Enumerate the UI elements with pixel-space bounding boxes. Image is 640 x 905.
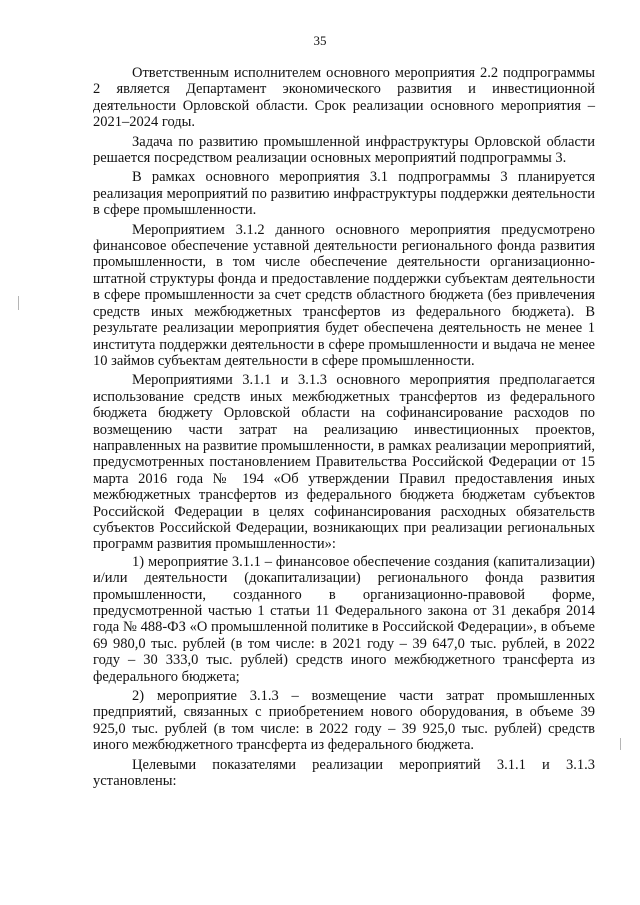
scan-margin-mark [18,296,19,310]
page-number: 35 [313,33,327,48]
paragraph: Мероприятиями 3.1.1 и 3.1.3 основного мероприятия предполагается использование средств иных межбюджетных трансфертов из федерального бюджета бюджету Орловской области на софинансирование расходов по возмещению части затрат на реализацию инвестиционных проектов, направленных на развитие промышленности, в рамках реализации мероприятий, предусмотренных постановлением Правительства Российской Федерации от 15 марта 2016 года № 194 «Об утверждении Правил предоставления иных межбюджетных трансфертов из федерального бюджета бюджетам субъектов Российской Федерации в целях софинансирования расходных обязательств субъектов Российской Федерации, возникающих при реализации региональных программ развития промышленности»: [93,372,595,553]
document-body [93,65,595,790]
paragraph: Задача по развитию промышленной инфраструктуры Орловской области решается посредством реализации основных мероприятий подпрограммы 3. [93,133,595,167]
scan-margin-mark [620,738,621,750]
paragraph: В рамках основного мероприятия 3.1 подпрограммы 3 планируется реализация мероприятий по развитию инфраструктуры поддержки деятельности в сфере промышленности. [93,169,595,219]
list-item: 1) мероприятие 3.1.1 – финансовое обеспечение создания (капитализации) и/или деятельности (докапитализации) регионального фонда развития промышленности, созданного в организационно-правовой форме, предусмотренной частью 1 статьи 11 Федерального закона от 31 декабря 2014 года № 488-ФЗ «О промышленной политике в Российской Федерации», в объеме 69 980,0 тыс. рублей (в том числе: в 2021 году – 39 647,0 тыс. рублей, в 2022 году – 30 333,0 тыс. рублей) средств иного межбюджетного трансферта из федерального бюджета; [93,553,595,685]
paragraph: Ответственным исполнителем основного мероприятия 2.2 подпрограммы 2 является Департамент экономического развития и инвестиционной деятельности Орловской области. Срок реализации основного мероприятия – 2021–2024 годы. [93,65,595,131]
paragraph: Мероприятием 3.1.2 данного основного мероприятия предусмотрено финансовое обеспечение уставной деятельности регионального фонда развития промышленности, в том числе обеспечение деятельности организационно-штатной структуры фонда и предоставление поддержки субъектам деятельности в сфере промышленности за счет средств областного бюджета (без привлечения средств иных межбюджетных трансфертов из федерального бюджета). В результате реализации мероприятия будет обеспечена деятельность не менее 1 института поддержки деятельности в сфере промышленности и выдача не менее 10 займов субъектам деятельности в сфере промышленности. [93,221,595,369]
list-item: 2) мероприятие 3.1.3 – возмещение части затрат промышленных предприятий, связанных с приобретением нового оборудования, в объеме 39 925,0 тыс. рублей (в том числе: в 2022 году – 39 925,0 тыс. рублей) средств иного межбюджетного трансферта из федерального бюджета. [93,688,595,754]
paragraph: Целевыми показателями реализации мероприятий 3.1.1 и 3.1.3 установлены: [93,756,595,790]
